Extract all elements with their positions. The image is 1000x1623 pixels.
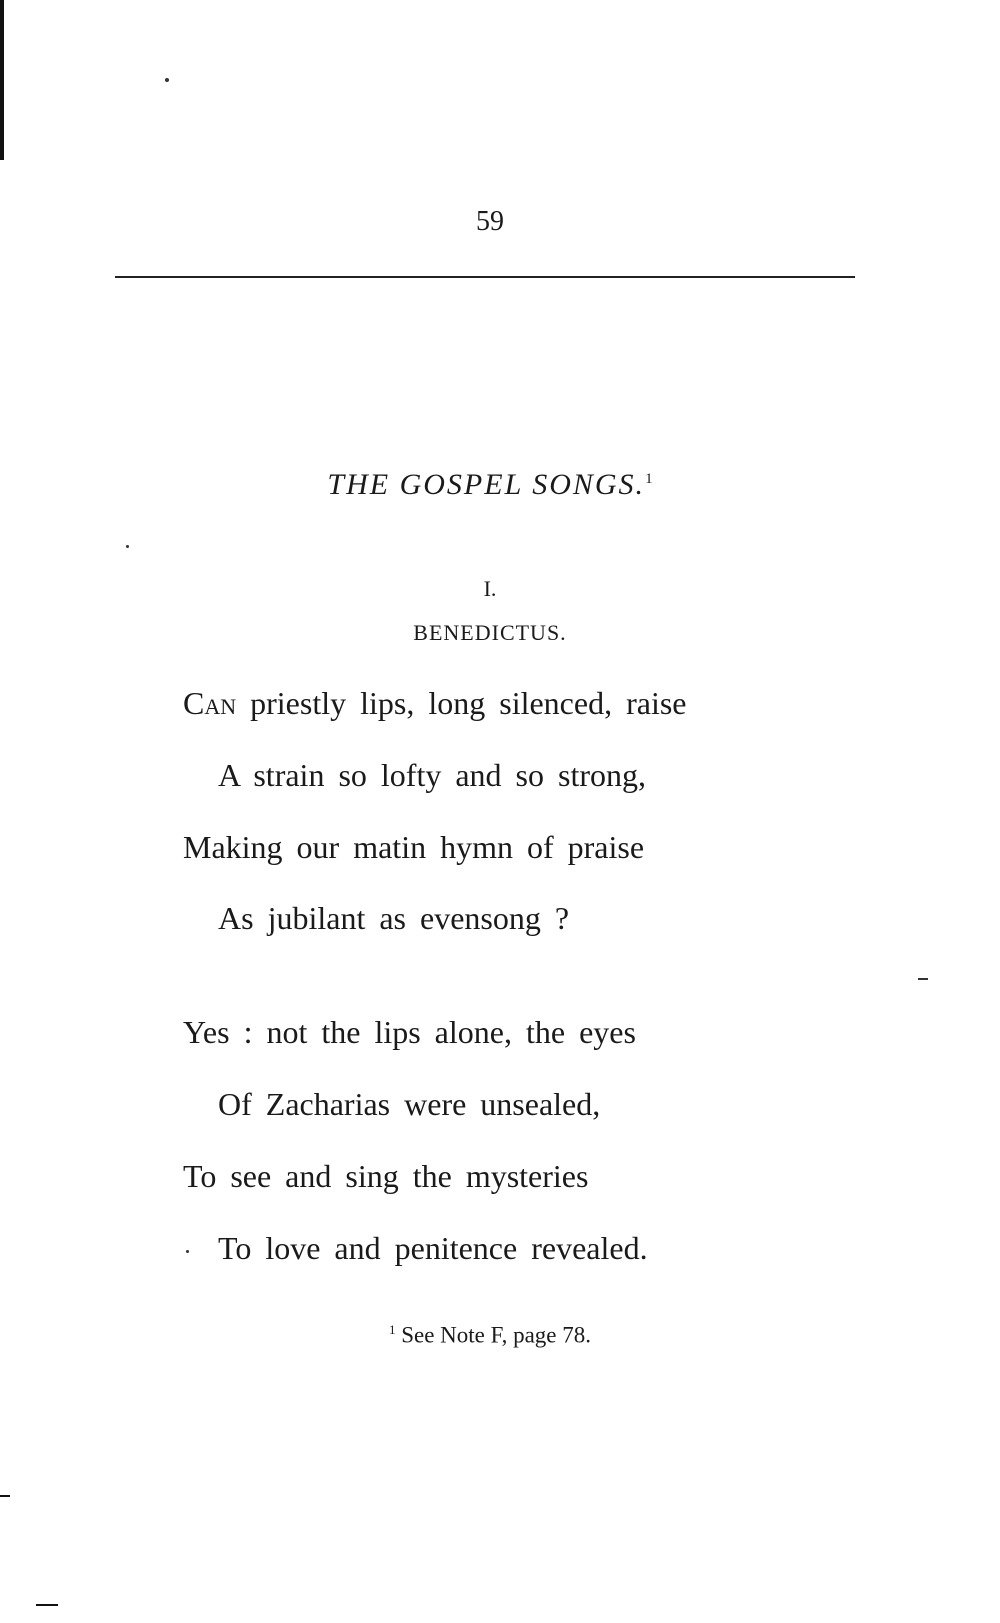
header-rule	[115, 276, 855, 278]
footnote	[0, 1322, 980, 1349]
scan-speck	[165, 78, 169, 82]
poem-line: Making our matin hymn of praise	[183, 829, 645, 865]
footnote-text: See Note F, page 78.	[401, 1322, 592, 1348]
scan-edge-mark	[0, 0, 4, 160]
poem-line-lead: Can	[183, 685, 237, 721]
scan-speck	[186, 1250, 189, 1253]
footnote-mark: 1	[388, 1322, 396, 1337]
poem-line: Of Zacharias were unsealed,	[218, 1086, 601, 1122]
poem-line: To love and penitence revealed.	[218, 1230, 648, 1266]
scan-speck	[918, 978, 928, 980]
chapter-title	[0, 468, 980, 502]
section-number: I.	[483, 576, 497, 601]
poem-line: As jubilant as evensong ?	[218, 900, 570, 936]
chapter-title-text: THE GOSPEL SONGS.	[327, 468, 646, 501]
poem-line: Yes : not the lips alone, the eyes	[183, 1014, 636, 1050]
poem-line: To see and sing the mysteries	[183, 1158, 589, 1194]
section-subtitle: BENEDICTUS.	[413, 620, 567, 645]
title-footnote-mark: 1	[645, 471, 653, 487]
scan-edge-mark	[36, 1604, 58, 1606]
scan-speck	[126, 545, 129, 548]
poem-line: A strain so lofty and so strong,	[218, 757, 646, 793]
poem-line-text: priestly lips, long silenced, raise	[250, 685, 687, 721]
poem-line	[183, 685, 686, 722]
page-number: 59	[476, 206, 504, 237]
scan-edge-mark	[0, 1495, 10, 1497]
